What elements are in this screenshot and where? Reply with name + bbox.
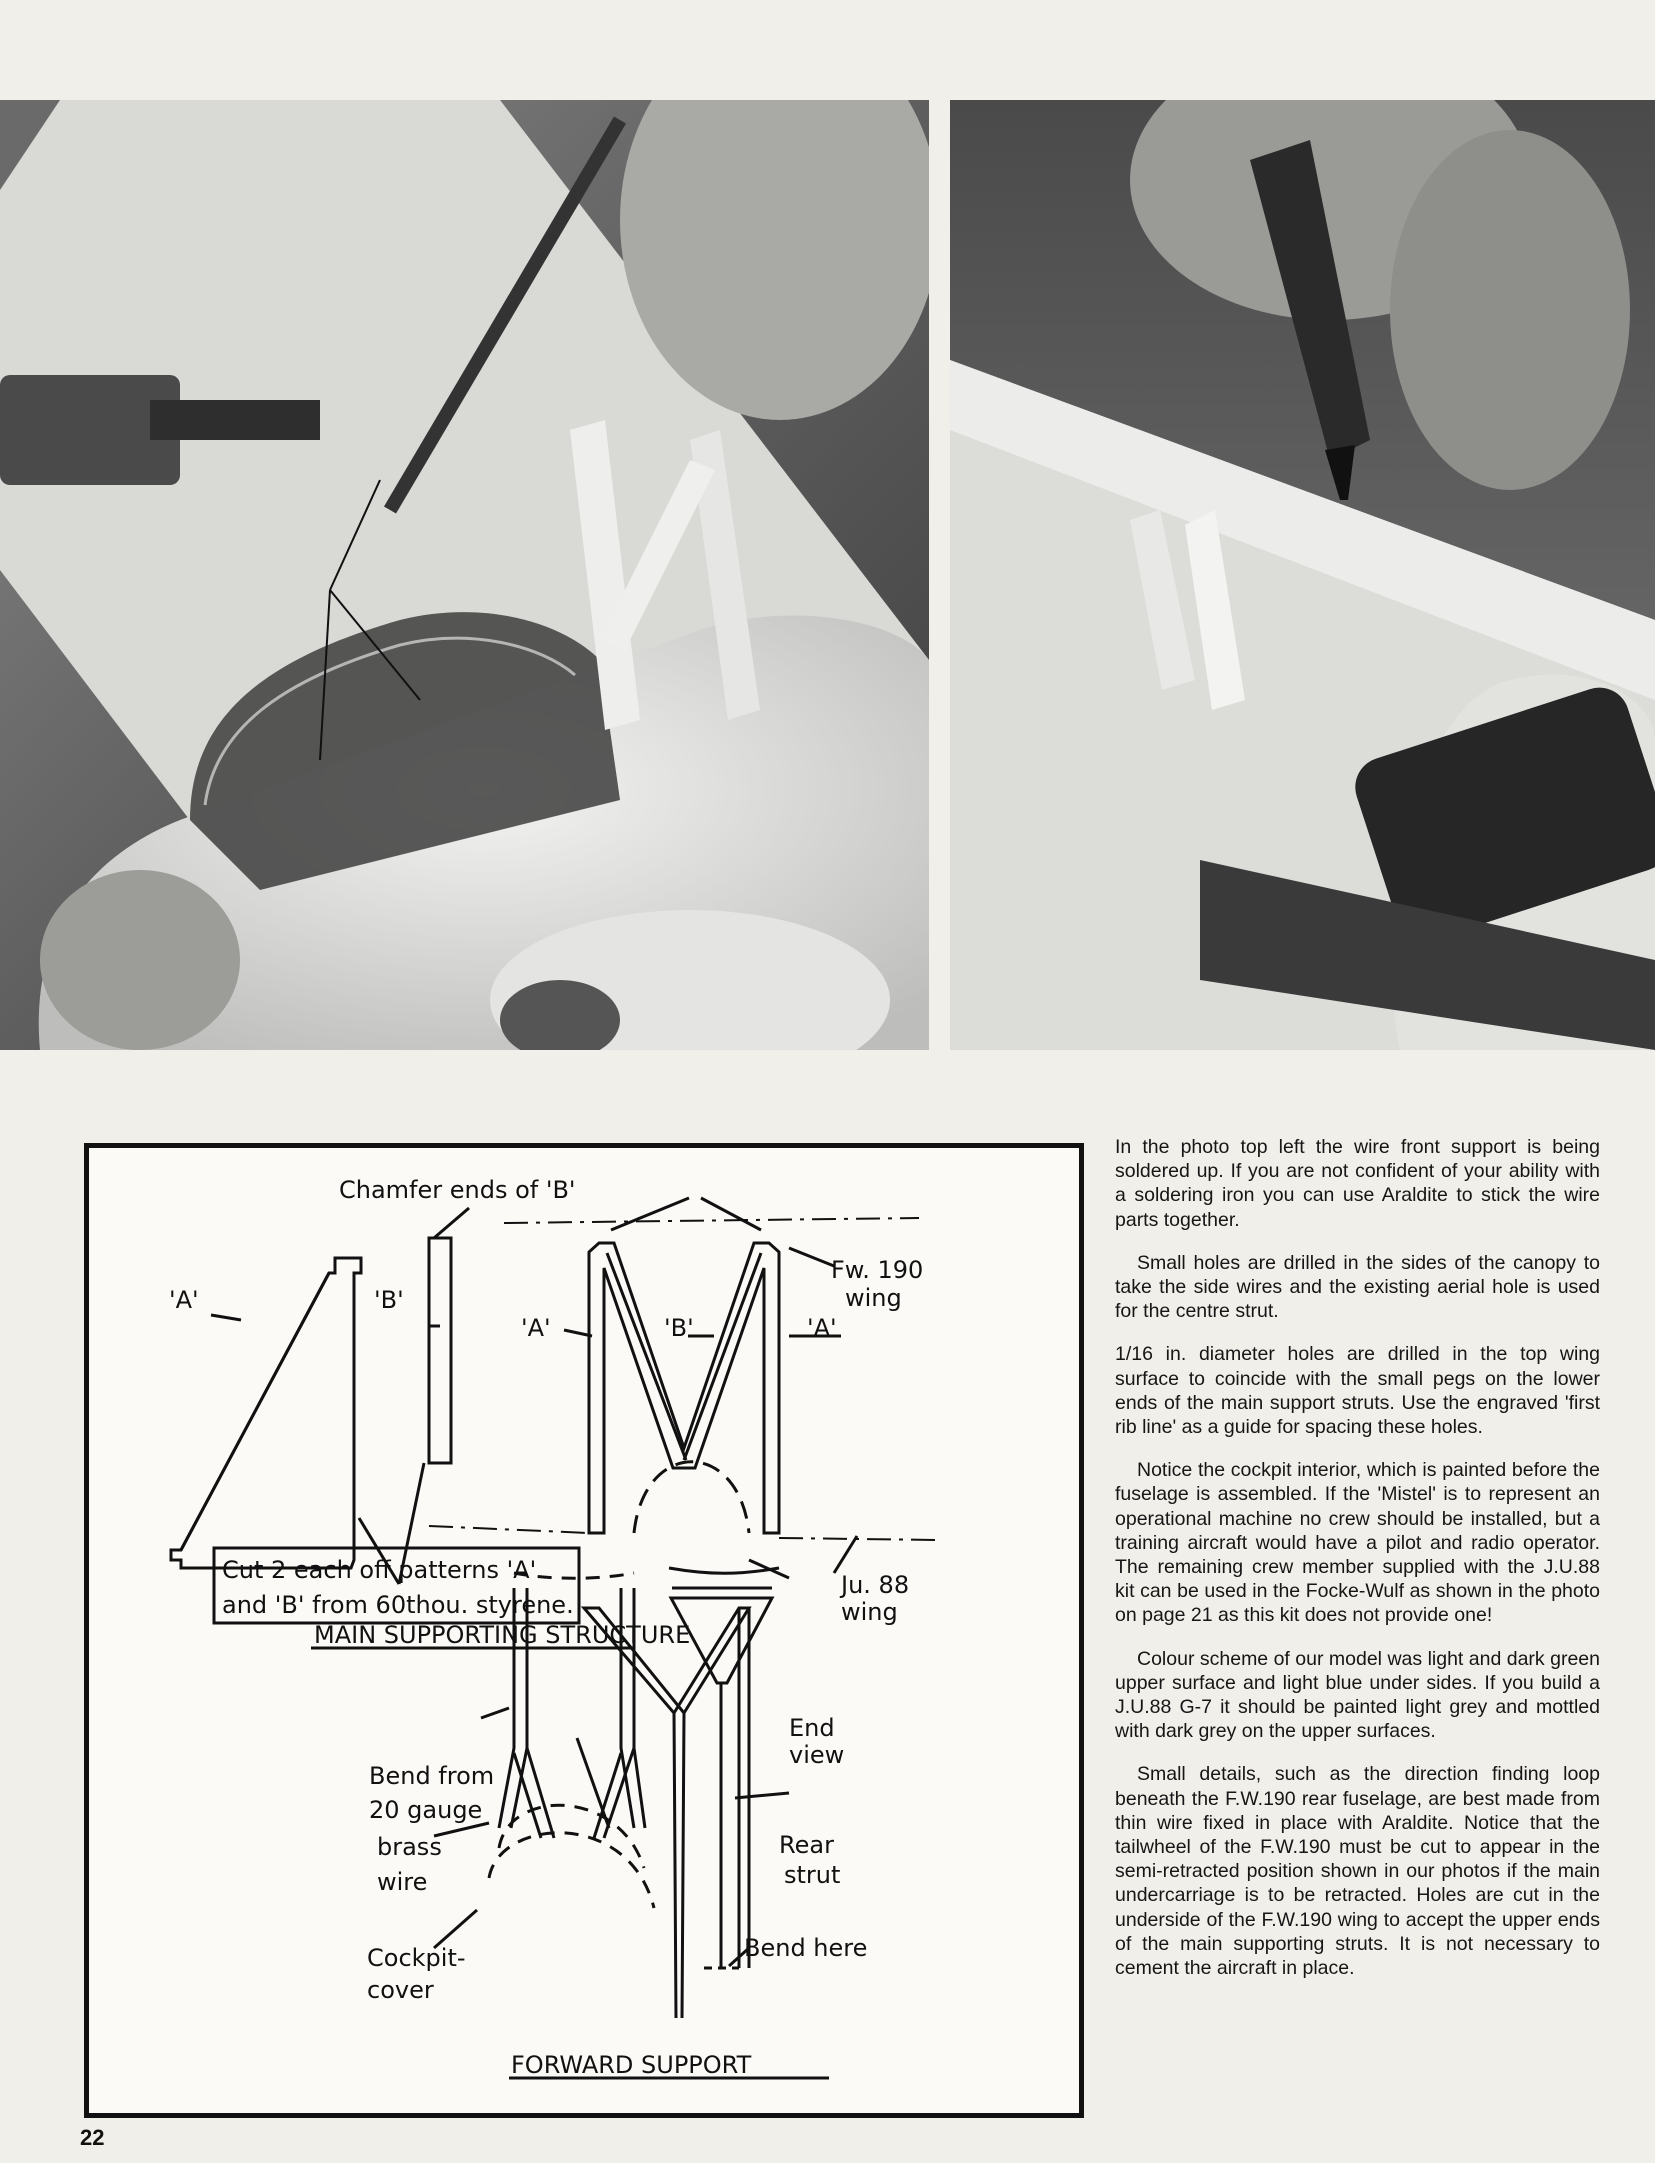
- pattern-b-shape: [429, 1238, 451, 1463]
- end-view-label-2: view: [789, 1741, 845, 1769]
- fraction-label: 1/16: [1115, 1343, 1153, 1366]
- a-label-mid: 'A': [521, 1314, 551, 1342]
- bend-here-label: Bend here: [744, 1934, 868, 1962]
- cut-instruction-line-2: and 'B' from 60thou. styrene.: [222, 1591, 574, 1619]
- diagram-panel: [84, 1143, 1084, 2118]
- b-label-mid: 'B': [664, 1314, 694, 1342]
- forward-support-title: FORWARD SUPPORT: [511, 2051, 752, 2079]
- end-view-label-1: End: [789, 1714, 835, 1742]
- a-label-left: 'A': [169, 1286, 199, 1314]
- paragraph-5: Colour scheme of our model was light and dark green upper surface and light blue under sides. If you build a J.U.88 G-7 it should be painted light grey and mottled with dark grey on the upper surfaces.: [1115, 1647, 1600, 1743]
- bend-label-1: Bend from: [369, 1762, 495, 1790]
- fw190-wing-label: wing: [845, 1284, 902, 1312]
- photo-strut-fitting: [950, 100, 1655, 1050]
- m-structure-shape: [589, 1243, 779, 1533]
- article-body: [1115, 1135, 1600, 1999]
- paragraph-1: In the photo top left the wire front support is being soldered up. If you are not confident of your ability with a soldering iron you can use Araldite to stick the wire parts together.: [1115, 1136, 1600, 1231]
- chamfer-label: Chamfer ends of 'B': [339, 1176, 576, 1204]
- photo-soldering-front-support: [0, 100, 929, 1050]
- bend-label-4: wire: [377, 1868, 428, 1896]
- main-structure-title: MAIN SUPPORTING STRUCTURE: [314, 1621, 691, 1649]
- page-number: 22: [80, 2125, 105, 2150]
- rear-strut-label-1: Rear: [779, 1831, 834, 1859]
- paragraph-4: Notice the cockpit interior, which is painted before the fuselage is assembled. If the 'Mistel' is to represent an operational machine no crew should be installed, but a training aircraft would have a pilot and radio operator. The remaining crew member supplied with the J.U.88 kit can be used in the Focke-Wulf as shown in the photo on page 21 as this kit does not provide one!: [1115, 1459, 1600, 1627]
- cut-instruction-line-1: Cut 2 each off patterns 'A': [222, 1556, 537, 1584]
- paragraph-3-text: in. diameter holes are drilled in the top wing surface to coincide with the small pegs on the lower ends of the main support struts. Use the engraved 'first rib line' as a guide for spacing these holes.: [1115, 1343, 1600, 1439]
- ju88-wing-label: wing: [841, 1598, 898, 1626]
- bend-label-2: 20 gauge: [369, 1796, 483, 1824]
- bend-label-3: brass: [377, 1833, 442, 1861]
- pattern-a-shape: [171, 1258, 361, 1568]
- b-label-left: 'B': [374, 1286, 404, 1314]
- paragraph-3: [1115, 1342, 1600, 1439]
- rear-strut-label-2: strut: [784, 1861, 841, 1889]
- a-label-right: 'A': [807, 1314, 837, 1342]
- paragraph-6: Small details, such as the direction finding loop beneath the F.W.190 rear fuselage, are best made from thin wire fixed in place with Araldite. Notice that the tailwheel of the F.W.190 must be cut to appear in the semi-retracted position shown in our photos if the main undercarriage is to be retracted. Holes are cut in the underside of the F.W.190 wing to accept the upper ends of the main supporting struts. It is not necessary to cement the aircraft in place.: [1115, 1763, 1600, 1980]
- ju88-label: Ju. 88: [841, 1571, 910, 1599]
- cockpit-label-1: Cockpit-: [367, 1944, 466, 1972]
- paragraph-2: Small holes are drilled in the sides of the canopy to take the side wires and the existing aerial hole is used for the centre strut.: [1115, 1251, 1600, 1323]
- fw190-label: Fw. 190: [831, 1256, 924, 1284]
- cockpit-label-2: cover: [367, 1976, 434, 2004]
